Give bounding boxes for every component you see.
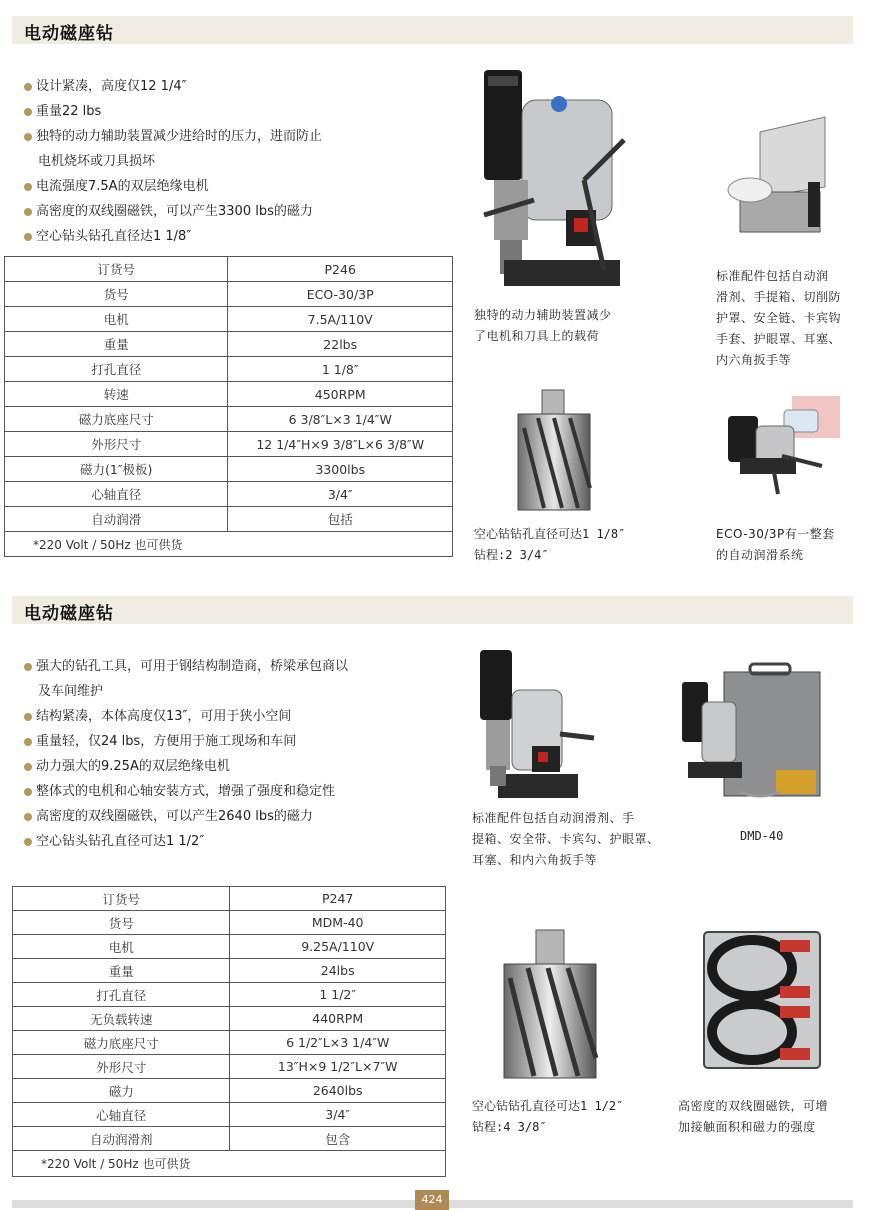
table-row: [13, 1103, 446, 1127]
table-row: [5, 282, 453, 307]
table-row: [13, 1127, 446, 1151]
table-cell: 包括: [228, 507, 453, 532]
annular-cutter-image: [514, 388, 594, 512]
table-row: [13, 887, 446, 911]
page-number: 424: [415, 1190, 449, 1210]
accessory-kit-image: [720, 112, 830, 242]
table-cell: 电机: [13, 935, 230, 959]
table-cell: 磁力底座尺寸: [5, 407, 228, 432]
table-cell: MDM-40: [230, 911, 446, 935]
bullet-item: 设计紧凑，高度仅12 1/4″: [24, 74, 322, 99]
table-cell: ECO-30/3P: [228, 282, 453, 307]
table-cell: 2640lbs: [230, 1079, 446, 1103]
bullet-item: 强大的钻孔工具，可用于钢结构制造商，桥梁承包商以 及车间维护: [24, 654, 348, 704]
section1-title: 电动磁座钻: [24, 24, 114, 44]
table-cell: 重量: [5, 332, 228, 357]
table-cell: 440RPM: [230, 1007, 446, 1031]
caption-magnet: 高密度的双线圈磁铁，可增 加接触面积和磁力的强度: [678, 1099, 829, 1134]
bullet-item: 独特的动力辅助装置减少进给时的压力，进而防止 电机烧坏或刀具损坏: [24, 124, 322, 174]
table-row: [5, 257, 453, 282]
table-row: [5, 332, 453, 357]
table-cell: 货号: [5, 282, 228, 307]
caption-cutter: 空心钻钻孔直径可达1 1/8″ 钻程:2 3/4″: [474, 527, 626, 562]
table-row: [13, 911, 446, 935]
table-cell: 12 1/4″H×9 3/8″L×6 3/8″W: [228, 432, 453, 457]
table-row: [5, 432, 453, 457]
caption-lube: ECO-30/3P有一整套 的自动润滑系统: [716, 527, 835, 562]
table-cell: 3/4″: [228, 482, 453, 507]
drill-mdm40-image: [476, 650, 596, 800]
table-cell: 磁力底座尺寸: [13, 1031, 230, 1055]
bullet-item: 电流强度7.5A的双层绝缘电机: [24, 174, 322, 199]
table-cell: 转速: [5, 382, 228, 407]
table-cell: 磁力: [13, 1079, 230, 1103]
table-cell: 自动润滑剂: [13, 1127, 230, 1151]
section1-spec-table: [4, 256, 453, 557]
table-row: [5, 457, 453, 482]
dual-coil-magnet-image: [702, 930, 822, 1070]
table-cell: 无负载转速: [13, 1007, 230, 1031]
section1-header: [12, 16, 853, 44]
table-cell: 450RPM: [228, 382, 453, 407]
table-cell: 心轴直径: [5, 482, 228, 507]
bullet-item: 高密度的双线圈磁铁，可以产生3300 lbs的磁力: [24, 199, 322, 224]
table-cell: 货号: [13, 911, 230, 935]
table-cell: 6 1/2″L×3 1/4″W: [230, 1031, 446, 1055]
bullet-item: 空心钻头钻孔直径可达1 1/2″: [24, 829, 348, 854]
table-row: [13, 935, 446, 959]
table-row: [5, 307, 453, 332]
table-cell: 自动润滑: [5, 507, 228, 532]
table-row: [5, 382, 453, 407]
table-cell: 订货号: [5, 257, 228, 282]
bullet-item: 空心钻头钻孔直径达1 1/8″: [24, 224, 322, 249]
table-cell: 7.5A/110V: [228, 307, 453, 332]
annular-cutter-2-image: [500, 928, 600, 1080]
section2-title: 电动磁座钻: [24, 604, 114, 624]
bullet-item: 整体式的电机和心轴安装方式，增强了强度和稳定性: [24, 779, 348, 804]
table-cell: 1 1/8″: [228, 357, 453, 382]
table-cell: 24lbs: [230, 959, 446, 983]
bullet-item: 重量轻，仅24 lbs，方便用于施工现场和车间: [24, 729, 348, 754]
table-cell: 重量: [13, 959, 230, 983]
table-cell: 打孔直径: [13, 983, 230, 1007]
table-cell: 打孔直径: [5, 357, 228, 382]
drill-eco30-image: [474, 70, 634, 290]
table-cell: 订货号: [13, 887, 230, 911]
table-cell: 1 1/2″: [230, 983, 446, 1007]
table-cell: 9.25A/110V: [230, 935, 446, 959]
caption-mdm-drill: 标准配件包括自动润滑剂、手 提箱、安全带、卡宾勾、护眼罩、 耳塞、和内六角扳手等: [472, 811, 660, 867]
table-cell: 22lbs: [228, 332, 453, 357]
table-cell: 电机: [5, 307, 228, 332]
table-row: [13, 1055, 446, 1079]
table-note-row: [13, 1151, 446, 1177]
table-row: [5, 507, 453, 532]
caption-drill: 独特的动力辅助装置减少 了电机和刀具上的载荷: [474, 308, 612, 343]
section1-bullets: [24, 74, 322, 249]
section2-header: [12, 596, 853, 624]
bullet-item: 动力强大的9.25A的双层绝缘电机: [24, 754, 348, 779]
table-note: *220 Volt / 50Hz 也可供货: [5, 532, 453, 557]
table-row: [5, 407, 453, 432]
bullet-item: 结构紧凑，本体高度仅13″，可用于狭小空间: [24, 704, 348, 729]
bullet-item: 高密度的双线圈磁铁，可以产生2640 lbs的磁力: [24, 804, 348, 829]
table-cell: 磁力(1″极板): [5, 457, 228, 482]
table-cell: 13″H×9 1/2″L×7″W: [230, 1055, 446, 1079]
caption-cutter-2: 空心钻钻孔直径可达1 1/2″ 钻程:4 3/8″: [472, 1099, 624, 1134]
section2-bullets: [24, 654, 348, 854]
table-cell: P246: [228, 257, 453, 282]
table-row: [13, 1079, 446, 1103]
caption-dmd40: DMD-40: [740, 829, 784, 843]
table-cell: 包含: [230, 1127, 446, 1151]
table-row: [13, 1031, 446, 1055]
table-cell: 外形尺寸: [5, 432, 228, 457]
table-cell: 6 3/8″L×3 1/4″W: [228, 407, 453, 432]
section2-spec-table: [12, 886, 446, 1177]
table-cell: P247: [230, 887, 446, 911]
table-note-row: [5, 532, 453, 557]
bullet-item: 重量22 lbs: [24, 99, 322, 124]
table-cell: 3300lbs: [228, 457, 453, 482]
caption-kit: 标准配件包括自动润 滑剂、手提箱、切削防 护罩、安全链、卡宾钩 手套、护眼罩、耳塞、 内六角扳手等: [716, 269, 842, 367]
table-cell: 心轴直径: [13, 1103, 230, 1127]
table-note: *220 Volt / 50Hz 也可供货: [13, 1151, 446, 1177]
auto-lube-image: [722, 396, 840, 496]
table-row: [5, 482, 453, 507]
table-row: [13, 1007, 446, 1031]
table-row: [5, 357, 453, 382]
dmd40-kit-image: [680, 662, 822, 804]
table-cell: 3/4″: [230, 1103, 446, 1127]
table-cell: 外形尺寸: [13, 1055, 230, 1079]
table-row: [13, 959, 446, 983]
table-row: [13, 983, 446, 1007]
